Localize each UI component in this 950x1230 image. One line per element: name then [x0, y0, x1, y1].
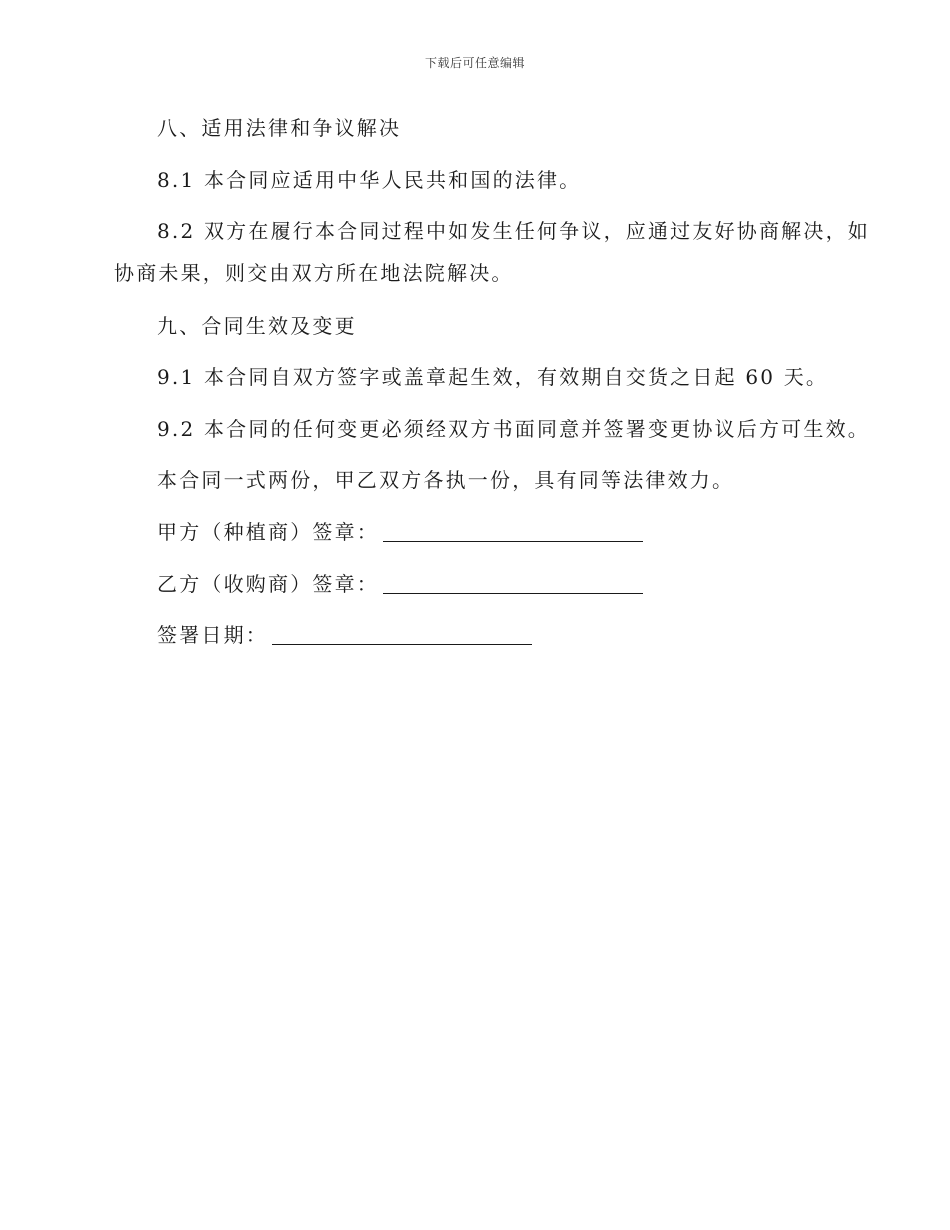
party-b-signature-row [157, 573, 643, 594]
party-b-signature-label: 乙方（收购商）签章： [157, 572, 379, 596]
clause-8-2-line-2: 协商未果，则交由双方所在地法院解决。 [114, 261, 514, 285]
signing-date-label: 签署日期： [157, 623, 268, 647]
article-8-heading: 八、适用法律和争议解决 [157, 116, 402, 140]
article-9-heading: 九、合同生效及变更 [157, 314, 357, 338]
party-a-signature-field[interactable] [383, 521, 643, 542]
signing-date-row [157, 624, 532, 645]
copies-statement: 本合同一式两份，甲乙双方各执一份，具有同等法律效力。 [157, 468, 735, 492]
header-note: 下载后可任意编辑 [424, 56, 525, 70]
clause-9-2: 9.2 本合同的任何变更必须经双方书面同意并签署变更协议后方可生效。 [157, 417, 870, 441]
clause-9-1: 9.1 本合同自双方签字或盖章起生效，有效期自交货之日起 60 天。 [157, 365, 829, 389]
clause-8-2-line-1: 8.2 双方在履行本合同过程中如发生任何争议，应通过友好协商解决，如 [157, 219, 870, 243]
clause-8-1: 8.1 本合同应适用中华人民共和国的法律。 [157, 168, 582, 192]
signing-date-field[interactable] [272, 624, 532, 645]
party-b-signature-field[interactable] [383, 573, 643, 594]
party-a-signature-row [157, 521, 643, 542]
party-a-signature-label: 甲方（种植商）签章： [157, 520, 379, 544]
